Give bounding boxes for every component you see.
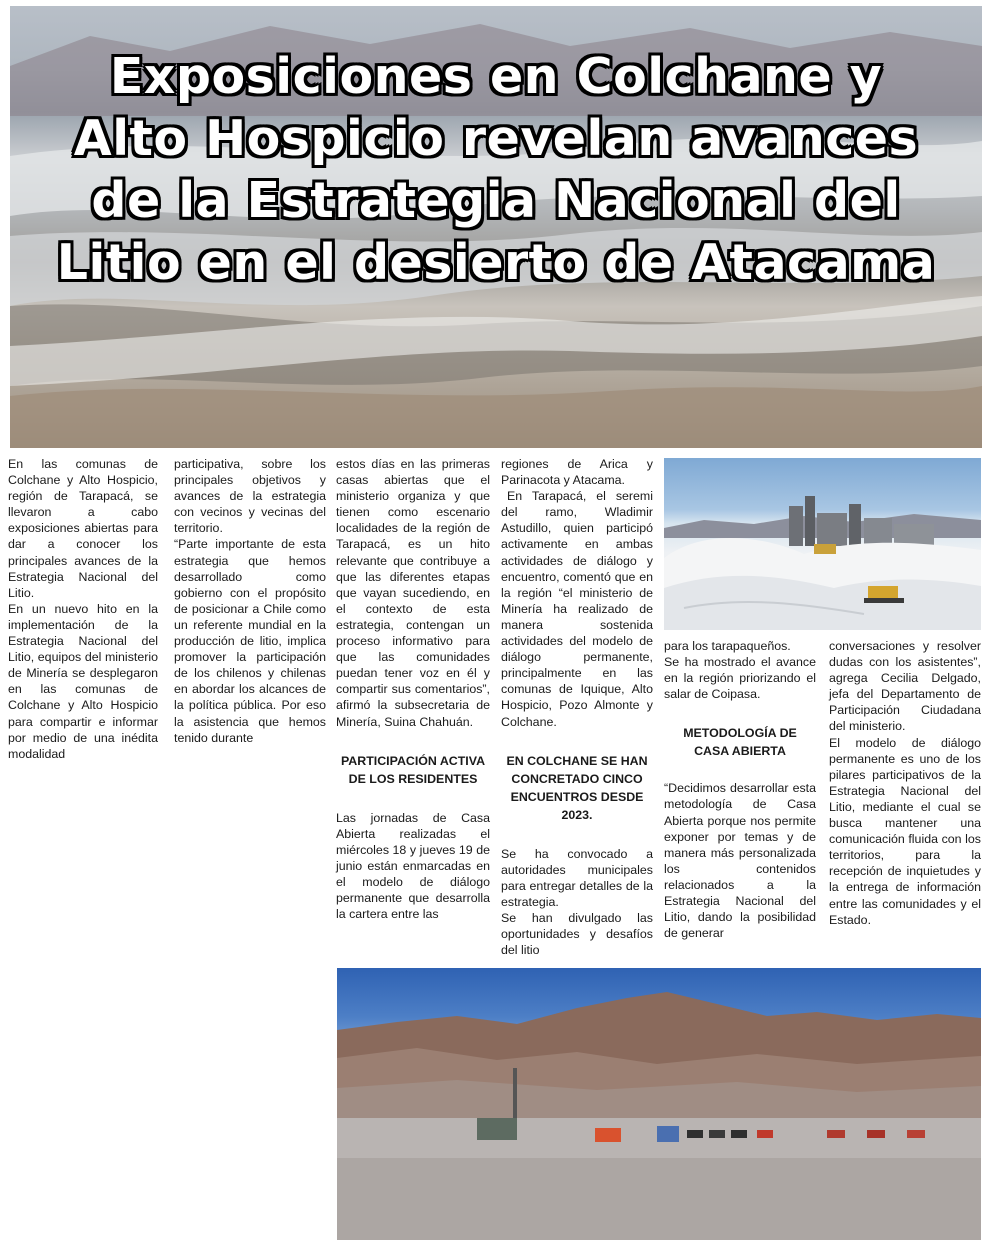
paragraph: estos días en las primeras casas abiertas que el ministerio organiza y que tienen como escenario localidades de la región de Tarapacá, es un hito relevante que contribuye a que las diferentes etapas que vayan sucediendo, en el contexto de esta estrategia, contengan un proceso informativo para que las comunidades puedan tener voz en él y compartir sus comentarios”, afirmó la subsecretaria de Minería, Suina Chahuán. xyxy=(336,457,490,729)
paragraph: conversaciones y resolver dudas con los asistentes”, agrega Cecilia Delgado, jefa del Departamento de Participación Ciudadana del ministerio. xyxy=(829,639,981,734)
article-column-3 xyxy=(336,456,490,922)
paragraph: para los tarapaqueños. xyxy=(664,639,791,653)
paragraph: Se ha mostrado el avance en la región priorizando el salar de Coipasa. xyxy=(664,655,816,702)
mine-photo xyxy=(664,458,981,630)
desert-camp-illustration xyxy=(337,968,981,1240)
section-subhead: EN COLCHANE SE HAN CONCRETADO CINCO ENCUENTROS DESDE 2023. xyxy=(506,753,648,822)
hero-image xyxy=(10,6,982,448)
paragraph: En Tarapacá, el seremi del ramo, Wladimir Astudillo, quien participó activamente en ambas actividades de diálogo y encuentro, comentó que en la región “el ministerio de Minería ha realizado de manera sostenida actividades del modelo de diálogo permanente, principalmente en las comunas de Iquique, Alto Hospicio, Pozo Almonte y Colchane. xyxy=(501,489,653,729)
lithium-plant-illustration xyxy=(664,458,981,630)
paragraph: participativa, sobre los principales objetivos y avances de la estrategia con vecinos y vecinas del territorio. xyxy=(174,457,326,536)
paragraph: Se ha convocado a autoridades municipales para entregar detalles de la estrategia. xyxy=(501,846,653,909)
headline-line: de la Estrategia Nacional del xyxy=(91,172,901,229)
paragraph: “Parte importante de esta estrategia que hemos desarrollado como gobierno con el propósito de posicionar a Chile como un referente mundial en la producción de litio, implica promover la participación de los chilenos y chilenas en abordar los alcances de la política pública. Por eso la asistencia que hemos tenido durante xyxy=(174,537,326,745)
drilling-camp-photo xyxy=(337,968,981,1240)
article-column-1 xyxy=(8,456,158,762)
paragraph: regiones de Arica y Parinacota y Atacama. xyxy=(501,457,653,488)
paragraph: Se han divulgado las oportunidades y desafíos del litio xyxy=(501,910,653,958)
section-subhead: PARTICIPACIÓN ACTIVA DE LOS RESIDENTES xyxy=(340,753,486,786)
article-column-6 xyxy=(829,638,981,928)
section-subhead: METODOLOGÍA DE CASA ABIERTA xyxy=(683,726,797,759)
headline-line: Alto Hospicio revelan avances xyxy=(73,110,919,167)
paragraph: En un nuevo hito en la implementación de la Estrategia Nacional del Litio, equipos del ministerio de Minería se desplegaron en las comunas de Colchane y Alto Hospicio para compartir e informar por medio de una inédita modalidad xyxy=(8,601,158,761)
paragraph: Las jornadas de Casa Abierta realizadas el miércoles 18 y jueves 19 de junio están enmarcadas en el modelo de diálogo permanente que desarrolla la cartera entre las xyxy=(336,810,490,922)
article-column-2 xyxy=(174,456,326,746)
headline-line: Litio en el desierto de Atacama xyxy=(56,234,936,291)
headline xyxy=(10,46,982,294)
paragraph: En las comunas de Colchane y Alto Hospicio, región de Tarapacá, se llevaron a cabo exposiciones abiertas para dar a conocer los principales avances de la Estrategia Nacional del Litio. xyxy=(8,457,158,600)
article-column-4 xyxy=(501,456,653,958)
paragraph: “Decidimos desarrollar esta metodología de Casa Abierta porque nos permite exponer por temas y de manera más personalizada los contenidos relacionados a la Estrategia Nacional del Litio, dando la posibilidad de generar xyxy=(664,781,816,941)
headline-line: Exposiciones en Colchane y xyxy=(109,48,883,105)
paragraph: El modelo de diálogo permanente es uno de los pilares participativos de la Estrategia Nacional del Litio, mediante el cual se busca mantener una comunicación fluida con los territorios, para la recepción de inquietudes y la entrega de información entre las comunidades y el Estado. xyxy=(829,735,981,927)
article-column-5 xyxy=(664,638,816,941)
